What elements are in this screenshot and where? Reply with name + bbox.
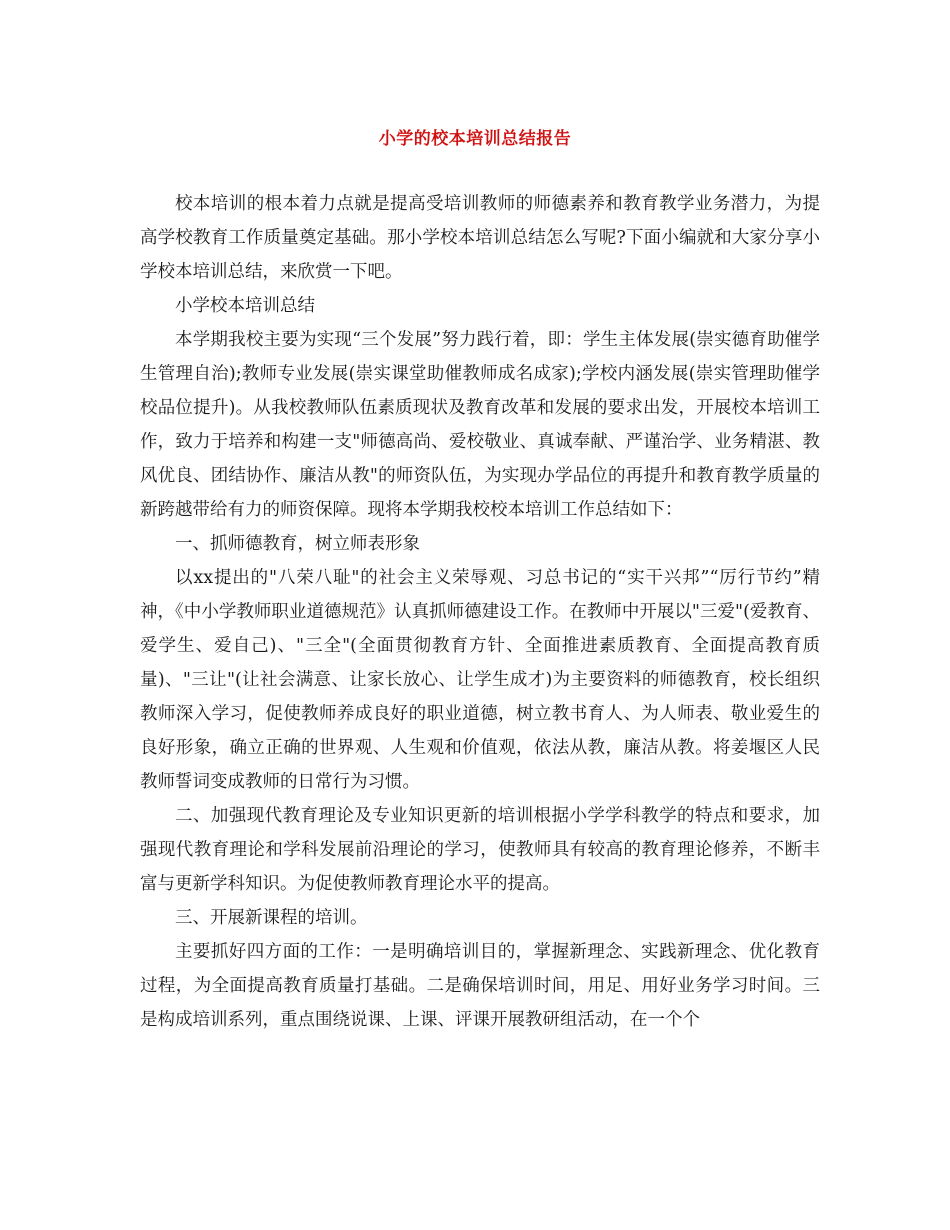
document-title: 小学的校本培训总结报告 [378, 129, 572, 149]
section-heading-1: 一、抓师德教育，树立师表形象 [175, 534, 420, 554]
paragraph-intro: 校本培训的根本着力点就是提高受培训教师的师德素养和教育教学业务潜力，为提高学校教育工作质量奠定基础。那小学校本培训总结怎么写呢?下面小编就和大家分享小学校本培训总结，来欣赏一下吧。 [140, 194, 820, 282]
paragraph-overview: 本学期我校主要为实现“三个发展”努力践行着，即：学生主体发展(崇实德育助催学生管理自治);教师专业发展(崇实课堂助催教师成名成家);学校内涵发展(崇实管理助催学校品位提升)。从我校教师队伍素质现状及教育改革和发展的要求出发，开展校本培训工作，致力于培养和构建一支"师德高尚、爱校敬业、真诚奉献、严谨治学、业务精湛、教风优良、团结协作、廉洁从教"的师资队伍，为实现办学品位的再提升和教育教学质量的新跨越带给有力的师资保障。现将本学期我校校本培训工作总结如下： [140, 330, 820, 520]
paragraph-curriculum: 主要抓好四方面的工作：一是明确培训目的，掌握新理念、实践新理念、优化教育过程，为全面提高教育质量打基础。二是确保培训时间，用足、用好业务学习时间。三是构成培训系列，重点围绕说课、上课、评课开展教研组活动，在一个个 [140, 942, 820, 1030]
paragraph-subheading: 小学校本培训总结 [175, 296, 315, 316]
document-body [140, 187, 820, 1037]
section-heading-2: 二、加强现代教育理论及专业知识更新的培训根据小学学科教学的特点和要求，加强现代教育理论和学科发展前沿理论的学习，使教师具有较高的教育理论修养，不断丰富与更新学科知识。为促使教师教育理论水平的提高。 [140, 806, 820, 894]
paragraph-ethics: 以xx提出的"八荣八耻"的社会主义荣辱观、习总书记的“实干兴邦”“厉行节约”精神，《中小学教师职业道德规范》认真抓师德建设工作。在教师中开展以"三爱"(爱教育、爱学生、爱自己)、"三全"(全面贯彻教育方针、全面推进素质教育、全面提高教育质量)、"三让"(让社会满意、让家长放心、让学生成才)为主要资料的师德教育，校长组织教师深入学习，促使教师养成良好的职业道德，树立教书育人、为人师表、敬业爱生的良好形象，确立正确的世界观、人生观和价值观，依法从教，廉洁从教。将姜堰区人民教师誓词变成教师的日常行为习惯。 [140, 568, 820, 792]
section-heading-3: 三、开展新课程的培训。 [175, 908, 368, 928]
